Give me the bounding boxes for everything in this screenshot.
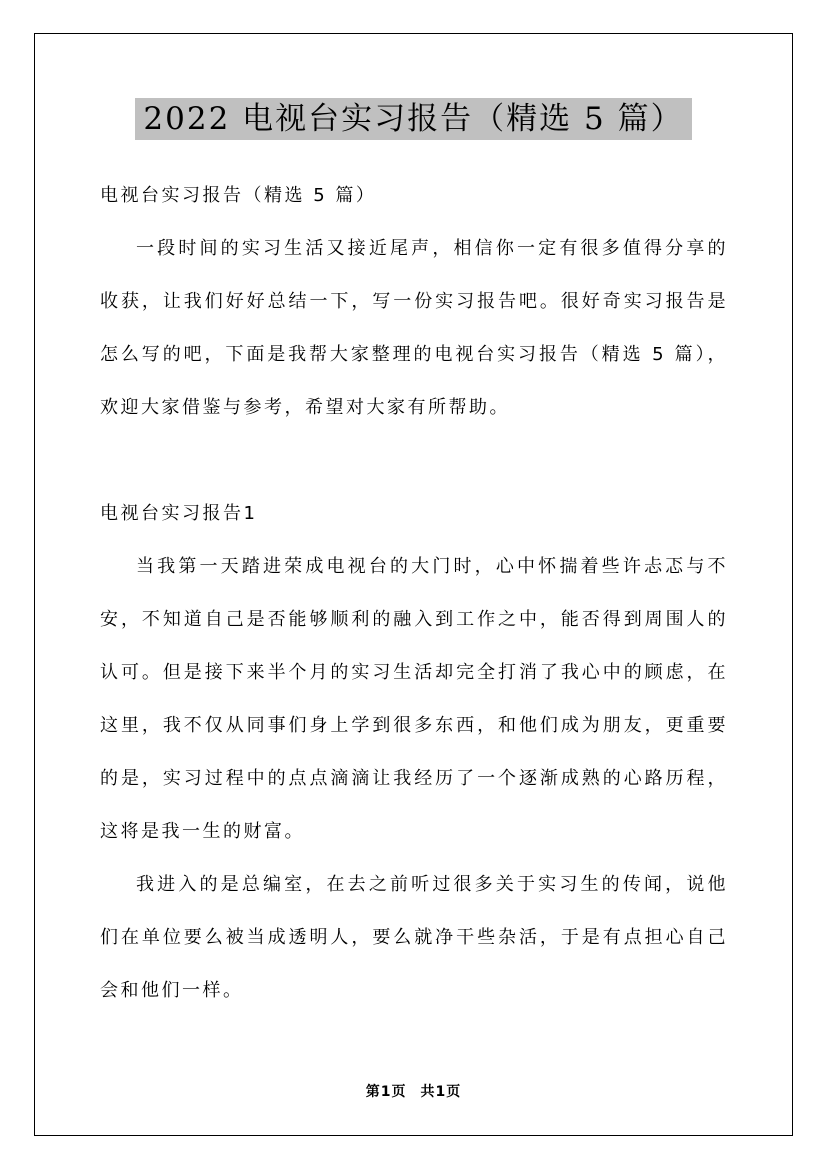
subtitle-line: 电视台实习报告（精选 5 篇）: [100, 185, 377, 206]
intro-paragraph: 一段时间的实习生活又接近尾声，相信你一定有很多值得分享的收获，让我们好好总结一下，写一份实习报告吧。很好奇实习报告是怎么写的吧，下面是我帮大家整理的电视台实习报告（精选 5 篇），欢迎大家借鉴与参考，希望对大家有所帮助。: [100, 238, 728, 418]
body-paragraph-2: 我进入的是总编室，在去之前听过很多关于实习生的传闻，说他们在单位要么被当成透明人，要么就净干些杂活，于是有点担心自己会和他们一样。: [100, 874, 728, 1001]
document-title: [0, 98, 827, 140]
document-title-text: 2022 电视台实习报告（精选 5 篇）: [135, 98, 691, 140]
page-footer: [0, 1081, 827, 1101]
footer-total-pages: 共1页: [420, 1084, 462, 1100]
section-heading: 电视台实习报告1: [100, 503, 258, 524]
document-body: [100, 169, 728, 1017]
footer-current-page: 第1页: [365, 1084, 407, 1100]
body-paragraph-1: 当我第一天踏进荣成电视台的大门时，心中怀揣着些许忐忑与不安，不知道自己是否能够顺利的融入到工作之中，能否得到周围人的认可。但是接下来半个月的实习生活却完全打消了我心中的顾虑，在这里，我不仅从同事们身上学到很多东西，和他们成为朋友，更重要的是，实习过程中的点点滴滴让我经历了一个逐渐成熟的心路历程，这将是我一生的财富。: [100, 556, 728, 842]
